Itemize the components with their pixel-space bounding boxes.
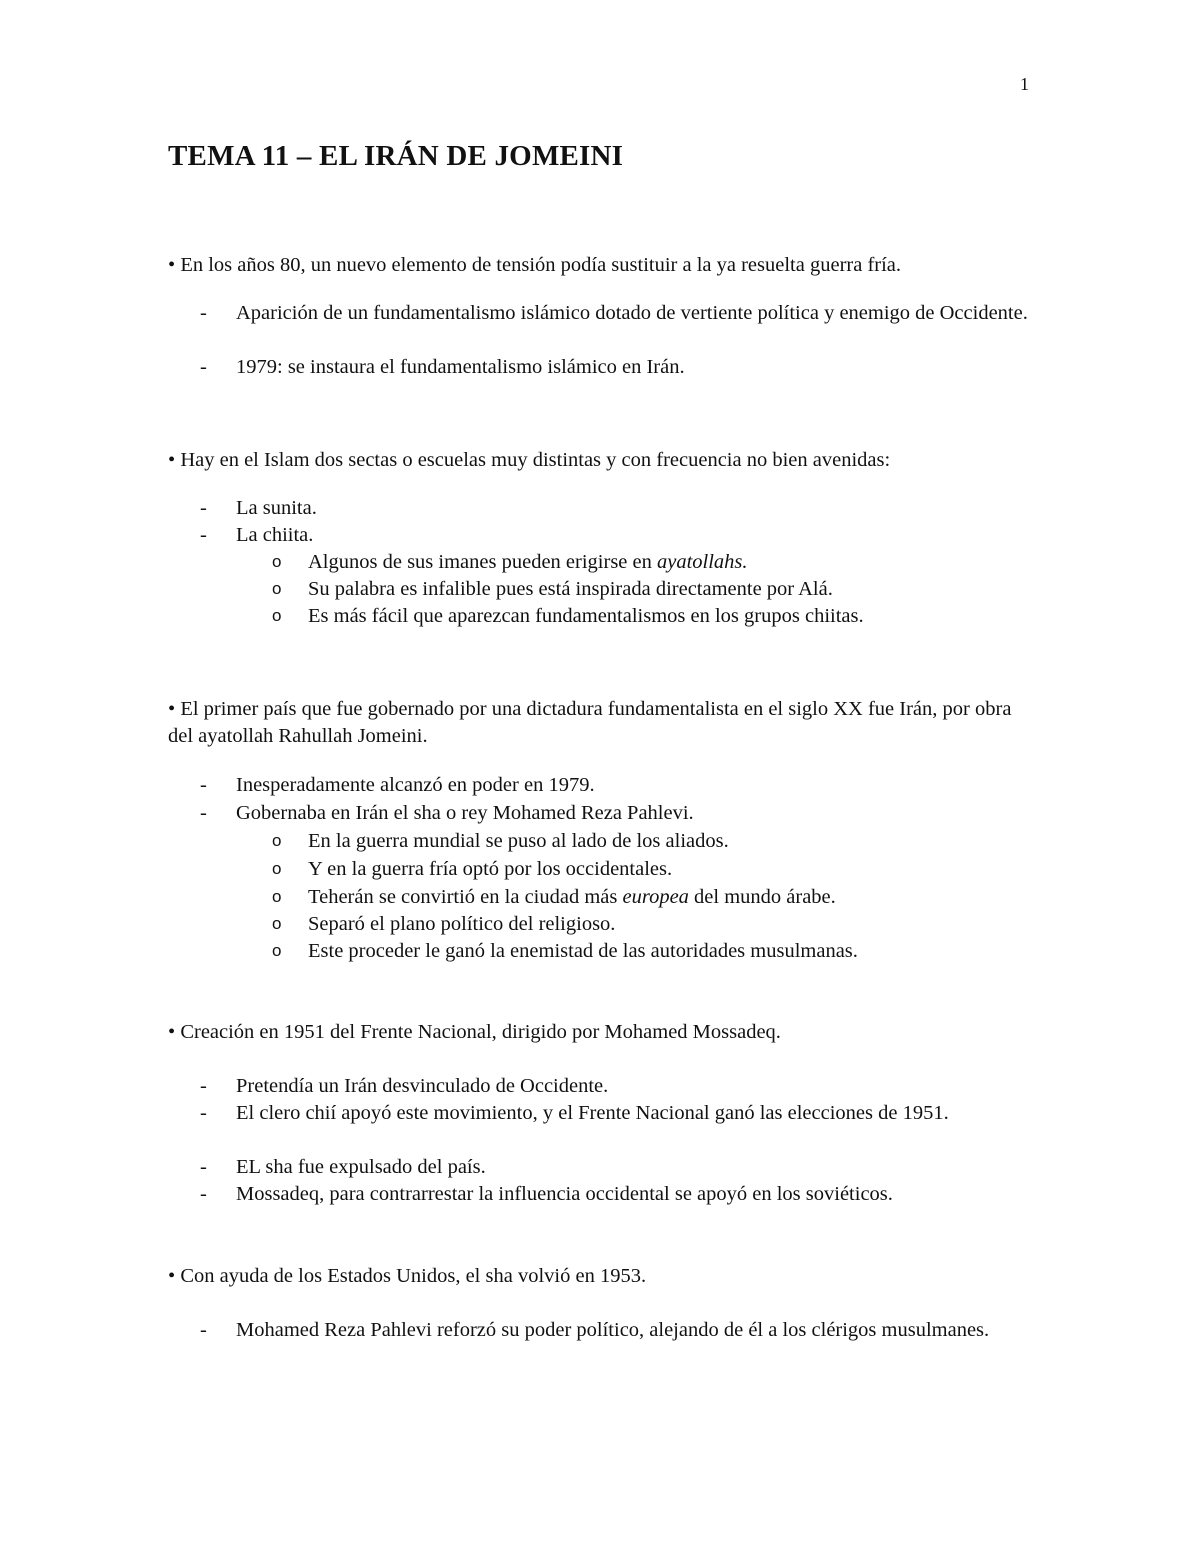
sub-list-item-text: Su palabra es infalible pues está inspirada directamente por Alá. — [308, 578, 833, 600]
list-item-text: La sunita. — [236, 497, 317, 519]
bullet-marker: • — [168, 1021, 176, 1043]
text-run: Algunos de sus imanes pueden erigirse en — [308, 551, 657, 573]
circle-marker: o — [272, 887, 282, 906]
list-item-text: Mohamed Reza Pahlevi reforzó su poder político, alejando de él a los clérigos musulmanes. — [236, 1319, 990, 1341]
text-run: Teherán se convirtió en la ciudad más — [308, 886, 623, 908]
page-title: TEMA 11 – EL IRÁN DE JOMEINI — [168, 140, 624, 172]
sub-list-item-text: En la guerra mundial se puso al lado de los aliados. — [308, 830, 729, 852]
section-3-bullet — [168, 696, 1038, 750]
sub-list-item-text: Y en la guerra fría optó por los occidentales. — [308, 858, 673, 880]
dash-marker: - — [200, 774, 207, 796]
bullet-text: El primer país que fue gobernado por una dictadura fundamentalista en el siglo XX fue Irán, por obra del ayatollah Rahullah Jomeini. — [168, 698, 1012, 747]
bullet-marker: • — [168, 254, 176, 276]
page-number: 1 — [1020, 74, 1029, 94]
circle-marker: o — [272, 941, 282, 960]
dash-marker: - — [200, 1183, 207, 1205]
italic-term: ayatollahs. — [657, 551, 748, 573]
circle-marker: o — [272, 606, 282, 625]
dash-marker: - — [200, 1156, 207, 1178]
bullet-text: En los años 80, un nuevo elemento de tensión podía sustituir a la ya resuelta guerra fría. — [180, 254, 902, 276]
sub-list-item-text: Separó el plano político del religioso. — [308, 913, 616, 935]
bullet-text: Hay en el Islam dos sectas o escuelas muy distintas y con frecuencia no bien avenidas: — [180, 449, 891, 471]
list-item-text: Inesperadamente alcanzó en poder en 1979. — [236, 774, 595, 796]
dash-marker: - — [200, 1075, 207, 1097]
section-2-bullet — [168, 447, 1038, 474]
circle-marker: o — [272, 914, 282, 933]
list-item-text: EL sha fue expulsado del país. — [236, 1156, 486, 1178]
section-1-bullet — [168, 252, 1038, 279]
sub-list-item-text — [308, 549, 1028, 576]
section-5-bullet — [168, 1263, 1038, 1290]
sub-list-item-text — [308, 884, 1028, 911]
circle-marker: o — [272, 579, 282, 598]
list-item-text: Mossadeq, para contrarrestar la influencia occidental se apoyó en los soviéticos. — [236, 1183, 893, 1205]
dash-marker: - — [200, 802, 207, 824]
sub-list-item-text: Es más fácil que aparezcan fundamentalismos en los grupos chiitas. — [308, 605, 864, 627]
text-run: del mundo árabe. — [688, 886, 836, 908]
bullet-text: Creación en 1951 del Frente Nacional, dirigido por Mohamed Mossadeq. — [180, 1021, 781, 1043]
italic-term: europea — [622, 886, 689, 908]
list-item-text: Pretendía un Irán desvinculado de Occidente. — [236, 1075, 609, 1097]
list-item-text: El clero chií apoyó este movimiento, y el Frente Nacional ganó las elecciones de 1951. — [236, 1102, 949, 1124]
dash-marker: - — [200, 1102, 207, 1124]
dash-marker: - — [200, 1319, 207, 1341]
sub-list-item-text: Este proceder le ganó la enemistad de las autoridades musulmanas. — [308, 940, 858, 962]
bullet-text: Con ayuda de los Estados Unidos, el sha volvió en 1953. — [180, 1265, 647, 1287]
circle-marker: o — [272, 552, 282, 571]
list-item-text: La chiita. — [236, 524, 314, 546]
section-4-bullet — [168, 1019, 1038, 1046]
dash-marker: - — [200, 497, 207, 519]
bullet-marker: • — [168, 1265, 176, 1287]
bullet-marker: • — [168, 449, 176, 471]
circle-marker: o — [272, 831, 282, 850]
dash-marker: - — [200, 524, 207, 546]
list-item-text: Aparición de un fundamentalismo islámico dotado de vertiente política y enemigo de Occidente. — [236, 302, 1028, 324]
bullet-marker: • — [168, 698, 176, 720]
list-item-text: 1979: se instaura el fundamentalismo islámico en Irán. — [236, 356, 685, 378]
list-item-text: Gobernaba en Irán el sha o rey Mohamed Reza Pahlevi. — [236, 802, 694, 824]
circle-marker: o — [272, 859, 282, 878]
dash-marker: - — [200, 356, 207, 378]
dash-marker: - — [200, 302, 207, 324]
